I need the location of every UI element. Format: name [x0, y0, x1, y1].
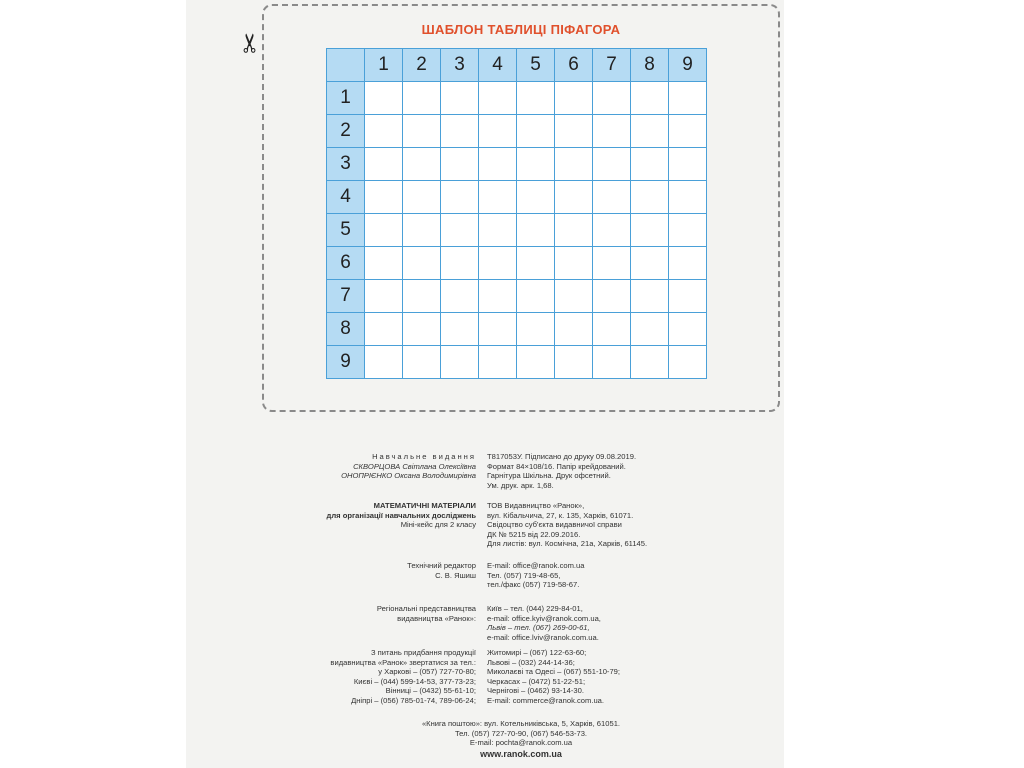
imprint-right-5 [487, 648, 620, 706]
row-header: 7 [327, 280, 365, 313]
imprint-right-1 [487, 452, 636, 490]
empty-cell [365, 280, 403, 313]
empty-cell [479, 247, 517, 280]
row-header: 8 [327, 313, 365, 346]
empty-cell [517, 115, 555, 148]
empty-cell [479, 181, 517, 214]
empty-cell [555, 313, 593, 346]
template-title: ШАБЛОН ТАБЛИЦІ ПІФАГОРА [421, 22, 621, 37]
row-header: 3 [327, 148, 365, 181]
empty-cell [365, 148, 403, 181]
empty-cell [441, 181, 479, 214]
imprint-right-3 [487, 561, 584, 590]
empty-cell [555, 214, 593, 247]
empty-cell [517, 346, 555, 379]
purchase-line: Києві – (044) 599-14-53, 377-73-23; [353, 676, 476, 686]
empty-cell [631, 181, 669, 214]
table-row [327, 247, 707, 280]
contact-info: E-mail: office@ranok.com.ua [487, 561, 585, 570]
empty-cell [441, 115, 479, 148]
empty-cell [631, 148, 669, 181]
empty-cell [669, 346, 707, 379]
mail-order-phone: Тел. (057) 727-70-90, (067) 546-53-73. [454, 728, 588, 738]
mail-order: «Книга поштою»: вул. Котельниківська, 5, Харків, 61051. [421, 719, 621, 728]
empty-cell [479, 346, 517, 379]
empty-cell [441, 280, 479, 313]
print-info: Гарнітура Шкільна. Друк офсетний. [487, 471, 611, 481]
empty-cell [365, 313, 403, 346]
empty-cell [555, 181, 593, 214]
row-header: 4 [327, 181, 365, 214]
empty-cell [669, 115, 707, 148]
publisher-info: Для листів: вул. Космічна, 21а, Харків, 61145. [487, 539, 648, 549]
table-row [327, 82, 707, 115]
row-header: 1 [327, 82, 365, 115]
empty-cell [403, 148, 441, 181]
purchase-line: у Харкові – (057) 727-70-80; [378, 667, 476, 677]
table-row [327, 115, 707, 148]
regional-contact: Львів – тел. (067) 269-00-61, [487, 623, 590, 633]
city-phone: Черкасах – (0472) 51-22-51; [487, 676, 586, 686]
contact-info: Тел. (057) 719-48-65, [487, 570, 561, 580]
empty-cell [403, 214, 441, 247]
empty-cell [669, 181, 707, 214]
city-phone: Львові – (032) 244-14-36; [487, 657, 575, 667]
row-header: 2 [327, 115, 365, 148]
empty-cell [365, 82, 403, 115]
empty-cell [669, 313, 707, 346]
table-row [327, 346, 707, 379]
tech-editor-name: С. В. Яшиш [435, 570, 476, 580]
row-header: 6 [327, 247, 365, 280]
imprint-left-5 [330, 648, 476, 706]
empty-cell [593, 313, 631, 346]
empty-cell [479, 214, 517, 247]
regional-contact: e-mail: office.lviv@ranok.com.ua. [487, 632, 599, 642]
empty-cell [479, 148, 517, 181]
empty-cell [593, 82, 631, 115]
empty-cell [403, 115, 441, 148]
empty-cell [631, 214, 669, 247]
empty-cell [517, 313, 555, 346]
empty-cell [441, 82, 479, 115]
empty-cell [593, 346, 631, 379]
column-header: 4 [479, 49, 517, 82]
empty-cell [365, 181, 403, 214]
table-row [327, 313, 707, 346]
empty-cell [517, 181, 555, 214]
column-header: 5 [517, 49, 555, 82]
empty-cell [403, 313, 441, 346]
empty-cell [555, 280, 593, 313]
imprint-left-1 [341, 452, 476, 481]
mail-order-email: E-mail: pochta@ranok.com.ua [469, 738, 573, 748]
book-case: Міні-кейс для 2 класу [400, 520, 476, 530]
empty-cell [403, 346, 441, 379]
purchase-line: Дніпрі – (056) 785-01-74, 789-06-24; [351, 695, 476, 705]
empty-cell [631, 313, 669, 346]
contact-info: тел./факс (057) 719-58-67. [487, 580, 580, 590]
empty-cell [669, 280, 707, 313]
column-header: 8 [631, 49, 669, 82]
empty-cell [441, 148, 479, 181]
empty-cell [517, 148, 555, 181]
column-header: 2 [403, 49, 441, 82]
empty-cell [479, 280, 517, 313]
regional-contact: e-mail: office.kyiv@ranok.com.ua, [487, 613, 601, 623]
empty-cell [593, 247, 631, 280]
empty-cell [669, 247, 707, 280]
city-phone: Миколаєві та Одесі – (067) 551-10-79; [487, 667, 621, 677]
city-phone: E-mail: commerce@ranok.com.ua. [487, 695, 605, 705]
column-header: 6 [555, 49, 593, 82]
author-1: СКВОРЦОВА Світлана Олексіївна [353, 461, 476, 471]
purchase-line: видавництва «Ранок» звертатися за тел.: [330, 657, 476, 667]
imprint-right-2 [487, 501, 647, 549]
empty-cell [479, 313, 517, 346]
empty-cell [555, 148, 593, 181]
city-phone: Житомирі – (067) 122-63-60; [487, 648, 587, 657]
column-header: 7 [593, 49, 631, 82]
column-header: 1 [365, 49, 403, 82]
scissors-icon: ✂ [235, 32, 266, 54]
tech-editor-label: Технічний редактор [407, 561, 476, 570]
empty-cell [365, 247, 403, 280]
empty-cell [403, 82, 441, 115]
header-row [327, 49, 707, 82]
empty-cell [669, 214, 707, 247]
empty-cell [593, 181, 631, 214]
print-info: Формат 84×108/16. Папір крейдований. [487, 461, 626, 471]
purchase-line: З питань придбання продукції [370, 648, 476, 657]
table-row [327, 214, 707, 247]
imprint-left-3 [407, 561, 476, 580]
empty-cell [441, 313, 479, 346]
empty-cell [403, 181, 441, 214]
empty-cell [631, 82, 669, 115]
corner-cell [327, 49, 365, 82]
imprint-bottom [262, 719, 780, 759]
table-row [327, 148, 707, 181]
empty-cell [479, 82, 517, 115]
empty-cell [517, 214, 555, 247]
empty-cell [669, 148, 707, 181]
empty-cell [631, 247, 669, 280]
table-row [327, 181, 707, 214]
empty-cell [365, 346, 403, 379]
empty-cell [593, 280, 631, 313]
author-2: ОНОПРІЄНКО Оксана Володимирівна [341, 471, 476, 481]
publisher-info: вул. Кібальчича, 27, к. 135, Харків, 61071. [487, 510, 634, 520]
publisher-info: ДК № 5215 від 22.09.2016. [487, 529, 581, 539]
empty-cell [669, 82, 707, 115]
column-header: 9 [669, 49, 707, 82]
empty-cell [593, 115, 631, 148]
book-title: МАТЕМАТИЧНІ МАТЕРІАЛИ [373, 501, 476, 510]
publisher-info: ТОВ Видавництво «Ранок», [487, 501, 585, 510]
pythagoras-table [326, 48, 707, 379]
empty-cell [517, 82, 555, 115]
empty-cell [479, 115, 517, 148]
book-subtitle: для організації навчальних досліджень [326, 510, 476, 520]
row-header: 5 [327, 214, 365, 247]
empty-cell [555, 115, 593, 148]
website-link[interactable]: www.ranok.com.ua [480, 748, 562, 759]
table-row [327, 280, 707, 313]
empty-cell [631, 280, 669, 313]
regional-contact: Київ – тел. (044) 229-84-01, [487, 604, 583, 613]
empty-cell [555, 346, 593, 379]
empty-cell [555, 247, 593, 280]
empty-cell [441, 214, 479, 247]
edition-type: Навчальне видання [372, 452, 476, 461]
empty-cell [631, 115, 669, 148]
empty-cell [631, 346, 669, 379]
empty-cell [555, 82, 593, 115]
empty-cell [517, 280, 555, 313]
empty-cell [365, 214, 403, 247]
empty-cell [403, 280, 441, 313]
column-header: 3 [441, 49, 479, 82]
empty-cell [441, 247, 479, 280]
imprint-left-4 [377, 604, 476, 623]
imprint-right-4 [487, 604, 601, 642]
empty-cell [365, 115, 403, 148]
imprint-left-2 [327, 501, 476, 530]
empty-cell [593, 148, 631, 181]
regional-line: видавництва «Ранок»: [397, 613, 476, 623]
publisher-info: Свідоцтво суб'єкта видавничої справи [487, 520, 622, 530]
empty-cell [593, 214, 631, 247]
city-phone: Чернігові – (0462) 93-14-30. [487, 686, 584, 696]
print-info: Ум. друк. арк. 1,68. [487, 480, 554, 490]
empty-cell [517, 247, 555, 280]
purchase-line: Вінниці – (0432) 55-61-10; [385, 686, 476, 696]
row-header: 9 [327, 346, 365, 379]
empty-cell [441, 346, 479, 379]
regional-line: Регіональні представництва [376, 604, 476, 613]
empty-cell [403, 247, 441, 280]
print-info: Т817053У. Підписано до друку 09.08.2019. [487, 452, 637, 461]
